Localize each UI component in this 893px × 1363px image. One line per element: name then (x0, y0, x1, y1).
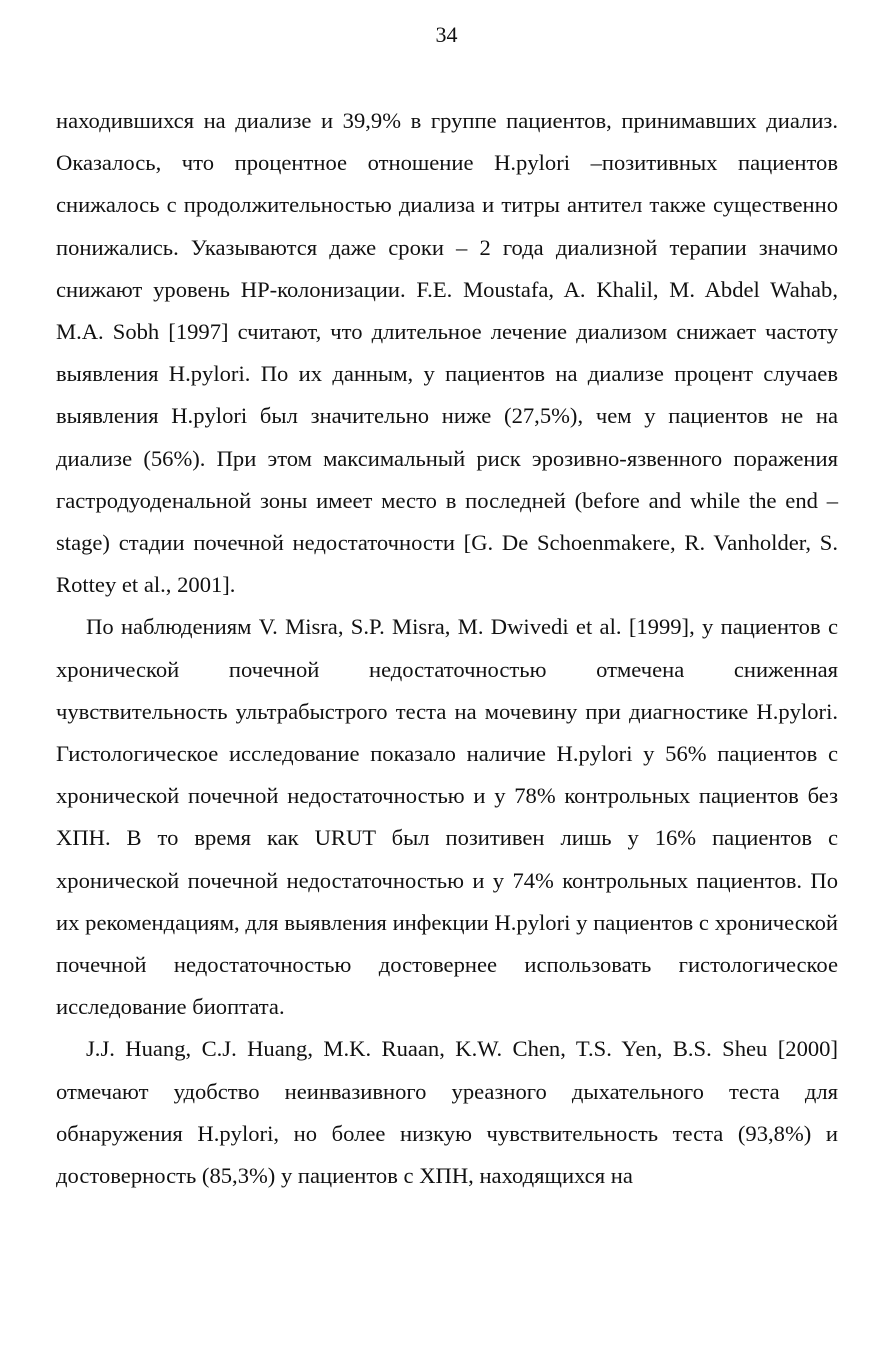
body-text (56, 100, 838, 1197)
paragraph-misra-study: По наблюдениям V. Misra, S.P. Misra, M. Dwivedi et al. [1999], у пациентов с хронической почечной недостаточностью отмечена сниженная чувствительность ультрабыстрого теста на мочевину при диагностике H.pylori. Гистологическое исследование показало наличие H.pylori у 56% пациентов с хронической почечной недостаточностью и у 78% контрольных пациентов без ХПН. В то время как URUT был позитивен лишь у 16% пациентов с хронической почечной недостаточностью и у 74% контрольных пациентов. По их рекомендациям, для выявления инфекции H.pylori у пациентов с хронической почечной недостаточностью достовернее использовать гистологическое исследование биоптата. (56, 614, 838, 1020)
paragraph-huang-study: J.J. Huang, C.J. Huang, M.K. Ruaan, K.W. Chen, T.S. Yen, B.S. Sheu [2000] отмечают удобство неинвазивного уреазного дыхательного теста для обнаружения H.pylori, но более низкую чувствительность теста (93,8%) и достоверность (85,3%) у пациентов с ХПН, находящихся на (56, 1036, 838, 1189)
page-number: 34 (435, 22, 458, 47)
paragraph-dialysis-continuation: находившихся на диализе и 39,9% в группе пациентов, принимавших диализ. Оказалось, что процентное отношение H.pylori –позитивных пациентов снижалось с продолжительностью диализа и титры антител также существенно понижались. Указываются даже сроки – 2 года диализной терапии значимо снижают уровень HP-колонизации. F.E. Moustafa, A. Khalil, M. Abdel Wahab, M.A. Sobh [1997] считают, что длительное лечение диализом снижает частоту выявления H.pylori. По их данным, у пациентов на диализе процент случаев выявления H.pylori был значительно ниже (27,5%), чем у пациентов не на диализе (56%). При этом максимальный риск эрозивно-язвенного поражения гастродуоденальной зоны имеет место в последней (before and while the end – stage) стадии почечной недостаточности [G. De Schoenmakere, R. Vanholder, S. Rottey et al., 2001]. (56, 108, 838, 598)
